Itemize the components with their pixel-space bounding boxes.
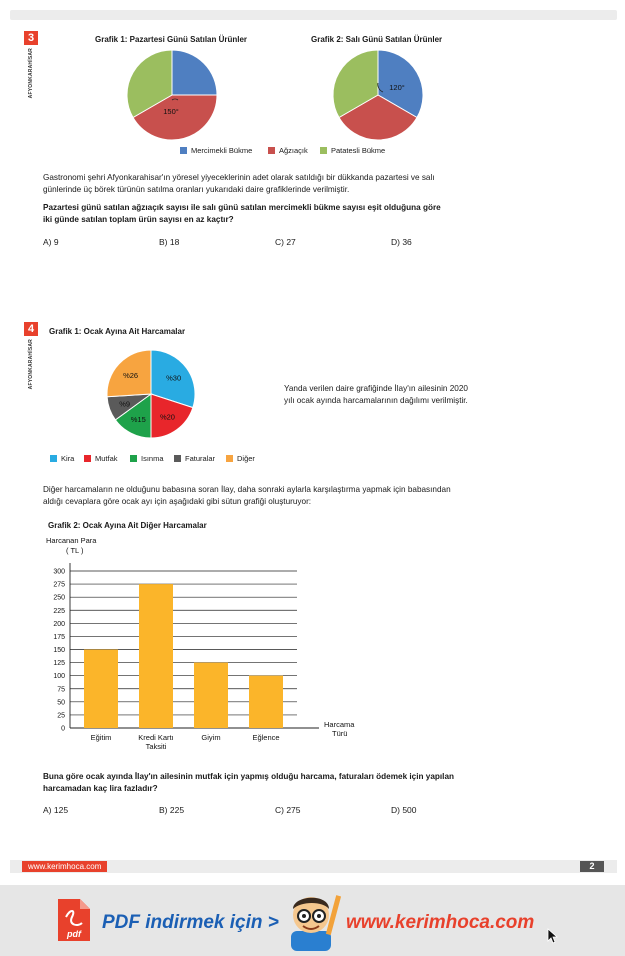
q3-question-line-1: Pazartesi günü satılan ağzıaçık sayısı ile salı günü satılan mercimekli bükme sayısı eşit olduğuna göre bbox=[43, 203, 441, 212]
y-tick-label-4: 100 bbox=[53, 673, 65, 681]
question-number-4: 4 bbox=[24, 322, 38, 336]
q3-legend-item-1 bbox=[180, 146, 252, 155]
y-tick-label-6: 150 bbox=[53, 647, 65, 654]
q3-pie-chart-2 bbox=[331, 48, 431, 148]
q4-text-line-1: Diğer harcamaların ne olduğunu babasına soran İlay, daha sonraki aylarla karşılaştırma yapmak için babasından bbox=[43, 485, 451, 494]
bar-xlabel-line-1: Harcama bbox=[324, 720, 355, 729]
q4-legend-item-4 bbox=[174, 454, 215, 463]
q3-question-line-2: iki günde satılan toplam ürün sayısı en az kaçtır? bbox=[43, 215, 234, 224]
pie-slice-label-2: %20 bbox=[159, 412, 175, 422]
bar-3 bbox=[194, 663, 228, 728]
x-category-label-1: Eğitim bbox=[90, 733, 112, 742]
pdf-file-icon bbox=[56, 897, 92, 943]
y-tick-label-8: 200 bbox=[53, 620, 65, 628]
x-category-label-2: Kredi Kartı bbox=[138, 733, 174, 742]
y-tick-label-10: 250 bbox=[53, 594, 65, 602]
pie-slice-label-3: %15 bbox=[130, 414, 146, 424]
q3-option-b[interactable]: B) 18 bbox=[159, 237, 180, 247]
legend-swatch bbox=[226, 455, 233, 462]
x-category-label-2: Taksiti bbox=[145, 742, 167, 751]
legend-label: Diğer bbox=[237, 454, 255, 463]
q3-text-line-1: Gastronomi şehri Afyonkarahisar'ın yöresel yiyeceklerinin adet olarak satıldığı bir dükkanda pazartesi ve salı bbox=[43, 173, 435, 182]
cartoon-teacher-icon bbox=[283, 889, 343, 951]
pie-slice-label-1: %30 bbox=[166, 373, 182, 383]
q4-option-b[interactable]: B) 225 bbox=[159, 805, 185, 815]
y-tick-label-5: 125 bbox=[53, 660, 65, 668]
q4-side-text-line-2: yılı ocak ayında harcamalarının dağılımı verilmiştir. bbox=[284, 396, 468, 405]
footer-site-link[interactable]: www.kerimhoca.com bbox=[22, 861, 107, 872]
pie2-angle-label: 120° bbox=[389, 83, 405, 92]
q3-chart2-title: Grafik 2: Salı Günü Satılan Ürünler bbox=[311, 35, 443, 44]
bar-1 bbox=[84, 650, 118, 729]
q4-pie-chart bbox=[104, 347, 198, 441]
legend-label: Patatesli Bükme bbox=[331, 146, 386, 155]
y-tick-label-3: 75 bbox=[57, 686, 65, 694]
y-tick-label-12: 300 bbox=[53, 568, 65, 576]
side-label-4: AFYONKARAHİSAR bbox=[28, 339, 34, 390]
q4-option-d[interactable]: D) 500 bbox=[391, 805, 417, 815]
q4-legend-item-3 bbox=[130, 454, 164, 463]
q4-legend-item-5 bbox=[226, 454, 255, 463]
q4-chart1-title: Grafik 1: Ocak Ayına Ait Harcamalar bbox=[49, 327, 186, 336]
banner-text[interactable]: PDF indirmek için > bbox=[102, 912, 279, 933]
legend-label: Mutfak bbox=[95, 454, 118, 463]
bar-xlabel-line-2: Türü bbox=[332, 729, 348, 738]
q3-legend-item-2 bbox=[268, 146, 308, 155]
q3-pie-chart-1 bbox=[125, 48, 225, 148]
legend-swatch bbox=[180, 147, 187, 154]
q4-side-text-line-1: Yanda verilen daire grafiğinde İlay'ın ailesinin 2020 bbox=[284, 384, 468, 393]
q3-chart1-title: Grafik 1: Pazartesi Günü Satılan Ürünler bbox=[95, 35, 248, 44]
legend-label: Isınma bbox=[141, 454, 164, 463]
q4-option-a[interactable]: A) 125 bbox=[43, 805, 69, 815]
bar-ylabel-line-2: ( TL ) bbox=[66, 546, 84, 555]
q4-text-line-2: aldığı cevaplara göre ocak ayı için aşağıdaki gibi sütun grafiği oluşturuyor: bbox=[43, 497, 312, 506]
pie1-angle-label: 150° bbox=[163, 107, 179, 116]
question-number-3: 3 bbox=[24, 31, 38, 45]
legend-swatch bbox=[174, 455, 181, 462]
y-tick-label-7: 175 bbox=[53, 633, 65, 641]
q4-legend-item-1 bbox=[50, 454, 74, 463]
q3-option-d[interactable]: D) 36 bbox=[391, 237, 412, 247]
legend-label: Kira bbox=[61, 454, 75, 463]
legend-swatch bbox=[130, 455, 137, 462]
top-bar bbox=[10, 10, 617, 20]
legend-swatch bbox=[268, 147, 275, 154]
q4-chart2-title: Grafik 2: Ocak Ayına Ait Diğer Harcamalar bbox=[48, 521, 207, 530]
x-category-label-3: Giyim bbox=[201, 733, 221, 742]
legend-swatch bbox=[320, 147, 327, 154]
y-tick-label-11: 275 bbox=[53, 581, 65, 589]
q3-text-line-2: günlerinde üç börek türünün satılma oranları yukarıdaki daire grafiklerinde verilmiştir. bbox=[43, 185, 350, 194]
pie-slice-label-4: %9 bbox=[119, 399, 131, 409]
q4-legend-item-2 bbox=[84, 454, 118, 463]
bar-2 bbox=[139, 584, 173, 728]
q3-legend-item-3 bbox=[320, 146, 385, 155]
legend-label: Ağzıaçık bbox=[279, 146, 308, 155]
x-category-label-4: Eğlence bbox=[252, 733, 280, 742]
side-label-3: AFYONKARAHİSAR bbox=[28, 48, 34, 99]
legend-label: Faturalar bbox=[185, 454, 216, 463]
y-tick-label-2: 50 bbox=[57, 699, 65, 707]
y-tick-label-0: 0 bbox=[61, 725, 65, 733]
pie-slice-1 bbox=[172, 50, 217, 95]
q4-question-line-2: harcamadan kaç lira fazladır? bbox=[43, 784, 158, 793]
legend-swatch bbox=[84, 455, 91, 462]
mouse-cursor-icon bbox=[547, 928, 559, 944]
q4-question-line-1: Buna göre ocak ayında İlay'ın ailesinin mutfak için yapmış olduğu harcama, faturaları ödemek için yapılan bbox=[43, 772, 454, 781]
y-tick-label-1: 25 bbox=[57, 712, 65, 720]
page-number: 2 bbox=[580, 861, 604, 872]
pie-slice-label-5: %26 bbox=[123, 370, 139, 380]
legend-swatch bbox=[50, 455, 57, 462]
legend-label: Mercimekli Bükme bbox=[191, 146, 253, 155]
q3-option-c[interactable]: C) 27 bbox=[275, 237, 296, 247]
bar-ylabel-line-1: Harcanan Para bbox=[46, 536, 97, 545]
y-tick-label-9: 225 bbox=[53, 607, 65, 615]
banner-url-link[interactable]: www.kerimhoca.com bbox=[346, 912, 535, 933]
q4-bar-chart bbox=[40, 532, 370, 757]
bar-4 bbox=[249, 676, 283, 728]
q4-option-c[interactable]: C) 275 bbox=[275, 805, 301, 815]
pdf-icon-label: pdf bbox=[67, 929, 81, 939]
q3-option-a[interactable]: A) 9 bbox=[43, 237, 59, 247]
